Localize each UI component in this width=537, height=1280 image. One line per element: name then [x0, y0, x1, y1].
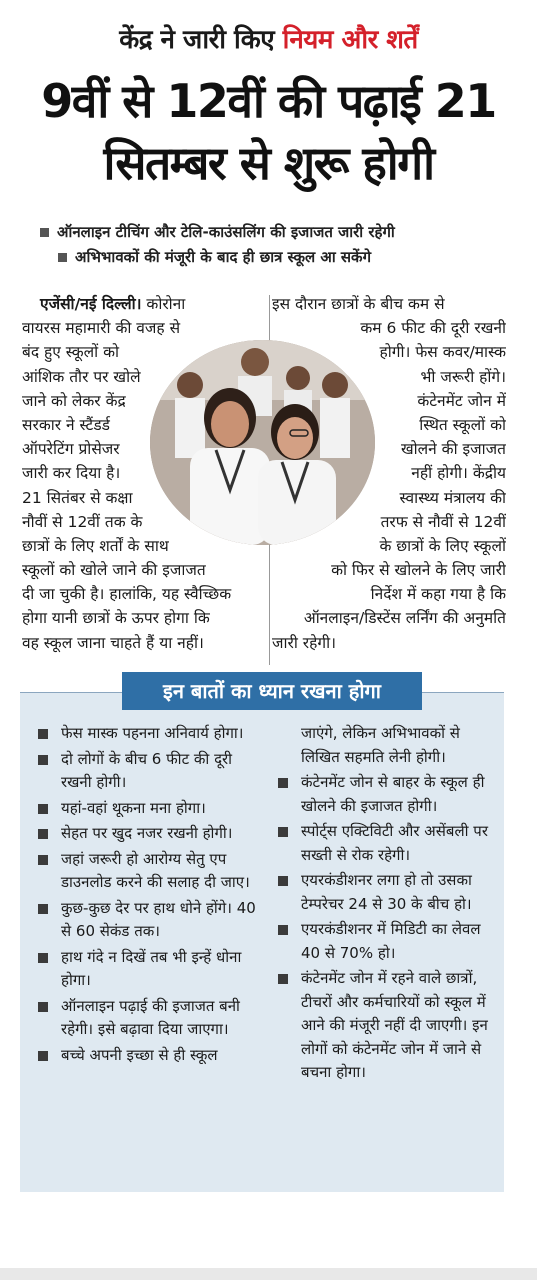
article-line: कंटेनमेंट जोन में — [417, 391, 506, 410]
sub-bullet-text: ऑनलाइन टीचिंग और टेलि-काउंसलिंग की इजाजत जारी रहेगी — [57, 223, 395, 241]
bullet-square-icon — [38, 953, 48, 963]
bullet-square-icon — [38, 829, 48, 839]
list-item: सेहत पर खुद नजर रखनी होगी। — [38, 822, 260, 846]
bullet-square-icon — [38, 855, 48, 865]
bottom-bar — [0, 1268, 537, 1280]
list-item-continuation: जाएंगे, लेकिन अभिभावकों से लिखित सहमति लेनी होगी। — [301, 724, 460, 766]
tips-right-column — [278, 722, 490, 1087]
list-item: एयरकंडीशनर में मिडिटी का लेवल 40 से 70% हो। — [278, 918, 490, 965]
sub-bullet — [40, 220, 510, 245]
bullet-square-icon — [40, 228, 49, 237]
article-line: छात्रों के लिए शर्तों के साथ — [22, 536, 169, 555]
article-line: जारी रहेगी। — [272, 633, 336, 652]
article-line: वह स्कूल जाना चाहते हैं या नहीं। — [22, 633, 204, 652]
article-line: जाने को लेकर केंद्र — [22, 391, 126, 410]
list-item: कंटेनमेंट जोन में रहने वाले छात्रों, टीचरों और कर्मचारियों को स्कूल में आने की मंजूरी नहीं दी जाएगी। इन लोगों को कंटेनमेंट जोन में जाने से बचना होगा। — [278, 967, 490, 1085]
list-item: ऑनलाइन पढ़ाई की इजाजत बनी रहेगी। इसे बढ़ावा दिया जाएगा। — [38, 995, 260, 1042]
list-item: दो लोगों के बीच 6 फीट की दूरी रखनी होगी। — [38, 748, 260, 795]
kicker-highlight: नियम और शर्तें — [282, 25, 418, 55]
article-line: खोलने की इजाजत — [400, 440, 506, 459]
article-line: नौवीं से 12वीं तक के — [22, 512, 143, 531]
tips-box-title: इन बातों का ध्यान रखना होगा — [122, 672, 422, 710]
list-item: कंटेनमेंट जोन से बाहर के स्कूल ही खोलने की इजाजत होगी। — [278, 771, 490, 818]
article-line: ऑपरेटिंग प्रोसेजर — [22, 440, 120, 459]
article-line: होगा यानी छात्रों के ऊपर होगा कि — [22, 609, 210, 628]
bullet-square-icon — [278, 876, 288, 886]
list-item: जहां जरूरी हो आरोग्य सेतु एप डाउनलोड करने की सलाह दी जाए। — [38, 848, 260, 895]
headline — [0, 70, 537, 194]
bullet-square-icon — [278, 778, 288, 788]
article-line: दी जा चुकी है। हालांकि, यह स्वैच्छिक — [22, 585, 232, 604]
article-line: कम 6 फीट की दूरी रखनी — [360, 319, 506, 338]
kicker — [0, 20, 537, 56]
tips-left-column — [38, 722, 260, 1069]
article-line: जारी कर दिया है। — [22, 464, 121, 483]
sub-bullet-text: अभिभावकों की मंजूरी के बाद ही छात्र स्कूल आ सकेंगे — [75, 248, 372, 266]
kicker-prefix: केंद्र ने जारी किए — [119, 25, 283, 55]
bullet-square-icon — [38, 755, 48, 765]
article-line: के छात्रों के लिए स्कूलों — [379, 536, 506, 555]
bullet-square-icon — [278, 925, 288, 935]
list-item: फेस मास्क पहनना अनिवार्य होगा। — [38, 722, 260, 746]
list-item: हाथ गंदे न दिखें तब भी इन्हें धोना होगा। — [38, 946, 260, 993]
bullet-square-icon — [278, 827, 288, 837]
article-line: इस दौरान छात्रों के बीच कम से — [272, 295, 445, 313]
list-item: एयरकंडीशनर लगा हो तो उसका टेम्परेचर 24 से 30 के बीच हो। — [278, 869, 490, 916]
list-item: स्पोर्ट्स एक्टिविटी और असेंबली पर सख्ती से रोक रहेगी। — [278, 820, 490, 867]
article-line: तरफ से नौवीं से 12वीं — [380, 512, 506, 531]
tips-box-header — [20, 672, 504, 712]
article-line: सरकार ने स्टैंडर्ड — [22, 415, 110, 434]
article-line: स्कूलों को खोले जाने की इजाजत — [22, 561, 206, 580]
headline-line-2: सितम्बर से शुरू होगी — [103, 136, 434, 190]
article-line: होगी। फेस कवर/मास्क — [379, 343, 506, 362]
article-line: स्वास्थ्य मंत्रालय की — [399, 488, 506, 507]
dateline: एजेंसी/नई दिल्ली। — [40, 295, 142, 313]
bullet-square-icon — [38, 904, 48, 914]
article-line: निर्देश में कहा गया है कि — [370, 585, 506, 604]
list-item: बच्चे अपनी इच्छा से ही स्कूल — [38, 1044, 260, 1068]
bullet-square-icon — [38, 1002, 48, 1012]
article-line: स्थित स्कूलों को — [419, 415, 506, 434]
article-line: आंशिक तौर पर खोले — [22, 367, 141, 386]
students-photo — [150, 340, 375, 545]
article-line: भी जरूरी होंगे। — [420, 367, 506, 386]
bullet-square-icon — [38, 729, 48, 739]
bullet-square-icon — [58, 253, 67, 262]
sub-bullet — [40, 245, 510, 270]
list-item: कुछ-कुछ देर पर हाथ धोने होंगे। 40 से 60 सेकंड तक। — [38, 897, 260, 944]
article-line: को फिर से खोलने के लिए जारी — [331, 561, 506, 580]
article-line: 21 सितंबर से कक्षा — [22, 488, 133, 507]
article-line: बंद हुए स्कूलों को — [22, 343, 120, 362]
article-line: नहीं होगी। केंद्रीय — [411, 464, 506, 483]
headline-line-1: 9वीं से 12वीं की पढ़ाई 21 — [41, 74, 496, 128]
bullet-square-icon — [278, 974, 288, 984]
list-item: यहां-वहां थूकना मना होगा। — [38, 797, 260, 821]
article-line: ऑनलाइन/डिस्टेंस लर्निंग की अनुमति — [303, 609, 506, 628]
sub-bullets — [40, 220, 510, 270]
article-line: कोरोना — [141, 295, 186, 313]
bullet-square-icon — [38, 804, 48, 814]
article-line: वायरस महामारी की वजह से — [22, 319, 181, 338]
bullet-square-icon — [38, 1051, 48, 1061]
